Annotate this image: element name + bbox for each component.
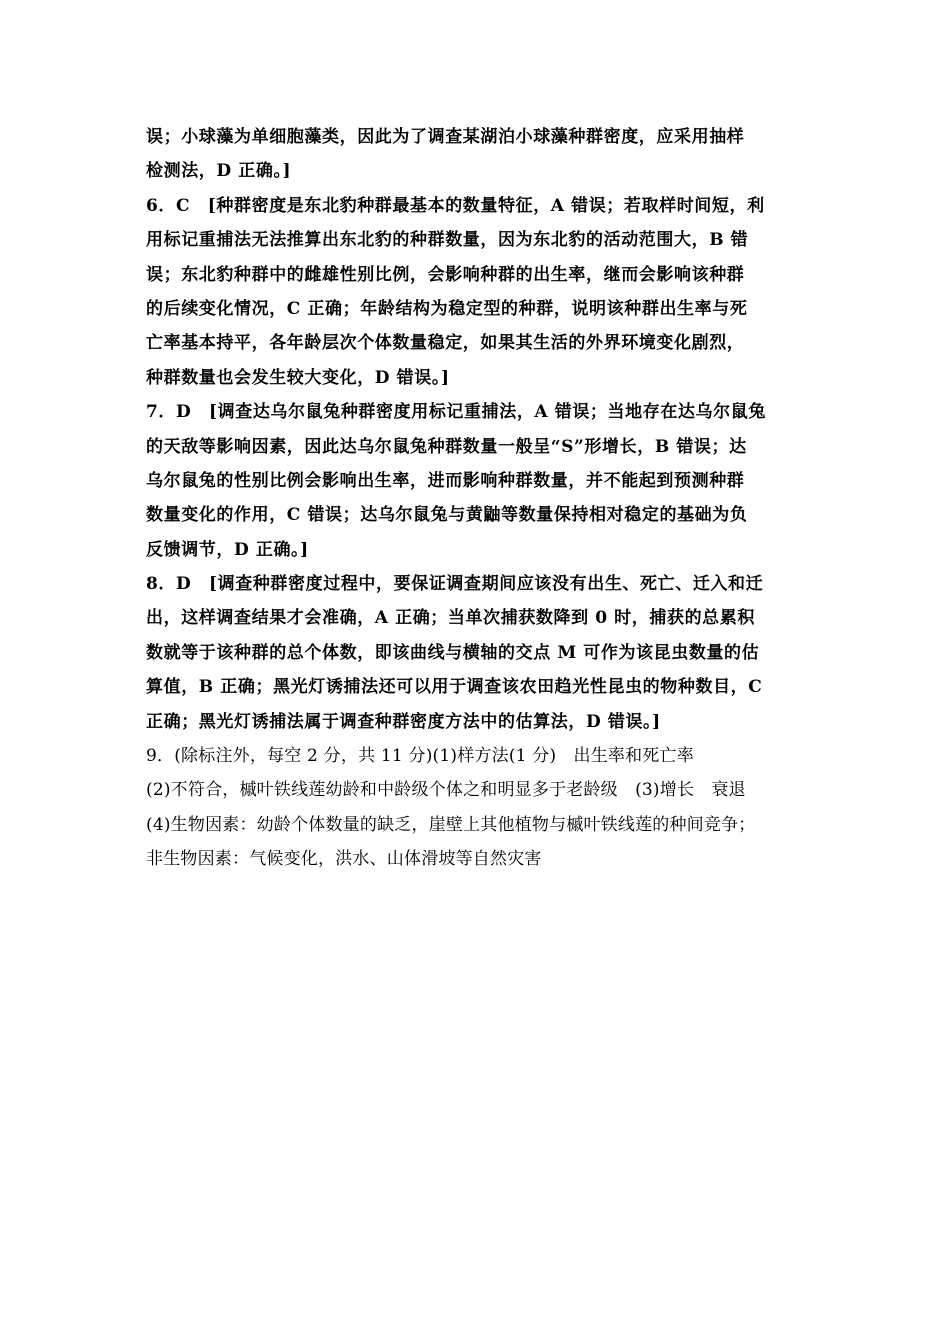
answer-document	[146, 120, 818, 877]
answer-6-line-1: 6．C [种群密度是东北豹种群最基本的数量特征，A 错误；若取样时间短，利	[146, 195, 765, 216]
answer-7-line-5: 反馈调节，D 正确。]	[146, 539, 309, 560]
answer-6-line-2: 用标记重捕法无法推算出东北豹的种群数量，因为东北豹的活动范围大，B 错	[146, 230, 749, 251]
answer-9-line-1: 9．(除标注外，每空 2 分，共 11 分)(1)样方法(1 分) 出生率和死亡率	[146, 746, 694, 767]
answer-6-line-6: 种群数量也会发生较大变化，D 错误。]	[146, 367, 450, 388]
answer-8-line-5: 正确；黑光灯诱捕法属于调查种群密度方法中的估算法，D 错误。]	[146, 711, 661, 732]
answer-6-line-5: 亡率基本持平，各年龄层次个体数量稳定，如果其生活的外界环境变化剧烈，	[146, 333, 745, 354]
answer-8-line-3: 数就等于该种群的总个体数，即该曲线与横轴的交点 M 可作为该昆虫数量的估	[146, 642, 760, 663]
answer-7-line-1: 7．D [调查达乌尔鼠兔种群密度用标记重捕法，A 错误；当地存在达乌尔鼠兔	[146, 402, 766, 423]
answer-6-line-4: 的后续变化情况，C 正确；年龄结构为稳定型的种群，说明该种群出生率与死	[146, 298, 748, 319]
answer-9-line-2: (2)不符合，槭叶铁线莲幼龄和中龄级个体之和明显多于老龄级 (3)增长 衰退	[146, 780, 746, 801]
answer-8-line-4: 算值，B 正确；黑光灯诱捕法还可以用于调查该农田趋光性昆虫的物种数目，C	[146, 677, 763, 698]
answer-6-line-3: 误；东北豹种群中的雌雄性别比例，会影响种群的出生率，继而会影响该种群	[146, 264, 745, 285]
answer-9-line-4: 非生物因素：气候变化，洪水、山体滑坡等自然灾害	[146, 849, 542, 870]
text-line-1: 误；小球藻为单细胞藻类，因此为了调查某湖泊小球藻种群密度，应采用抽样	[146, 127, 745, 147]
answer-7-line-3: 乌尔鼠兔的性别比例会影响出生率，进而影响种群数量，并不能起到预测种群	[146, 470, 745, 491]
answer-9-line-3: (4)生物因素：幼龄个体数量的缺乏，崖壁上其他植物与槭叶铁线莲的种间竞争；	[146, 814, 756, 835]
answer-8-line-1: 8．D [调查种群密度过程中，要保证调查期间应该没有出生、死亡、迁入和迁	[146, 574, 764, 595]
answer-7-line-2: 的天敌等影响因素，因此达乌尔鼠兔种群数量一般呈“S”形增长，B 错误；达	[146, 436, 747, 457]
answer-8-line-2: 出，这样调查结果才会准确，A 正确；当单次捕获数降到 0 时，捕获的总累积	[146, 608, 755, 629]
text-line-2: 检测法，D 正确。]	[146, 161, 292, 182]
answer-7-line-4: 数量变化的作用，C 错误；达乌尔鼠兔与黄鼬等数量保持相对稳定的基础为负	[146, 505, 748, 526]
